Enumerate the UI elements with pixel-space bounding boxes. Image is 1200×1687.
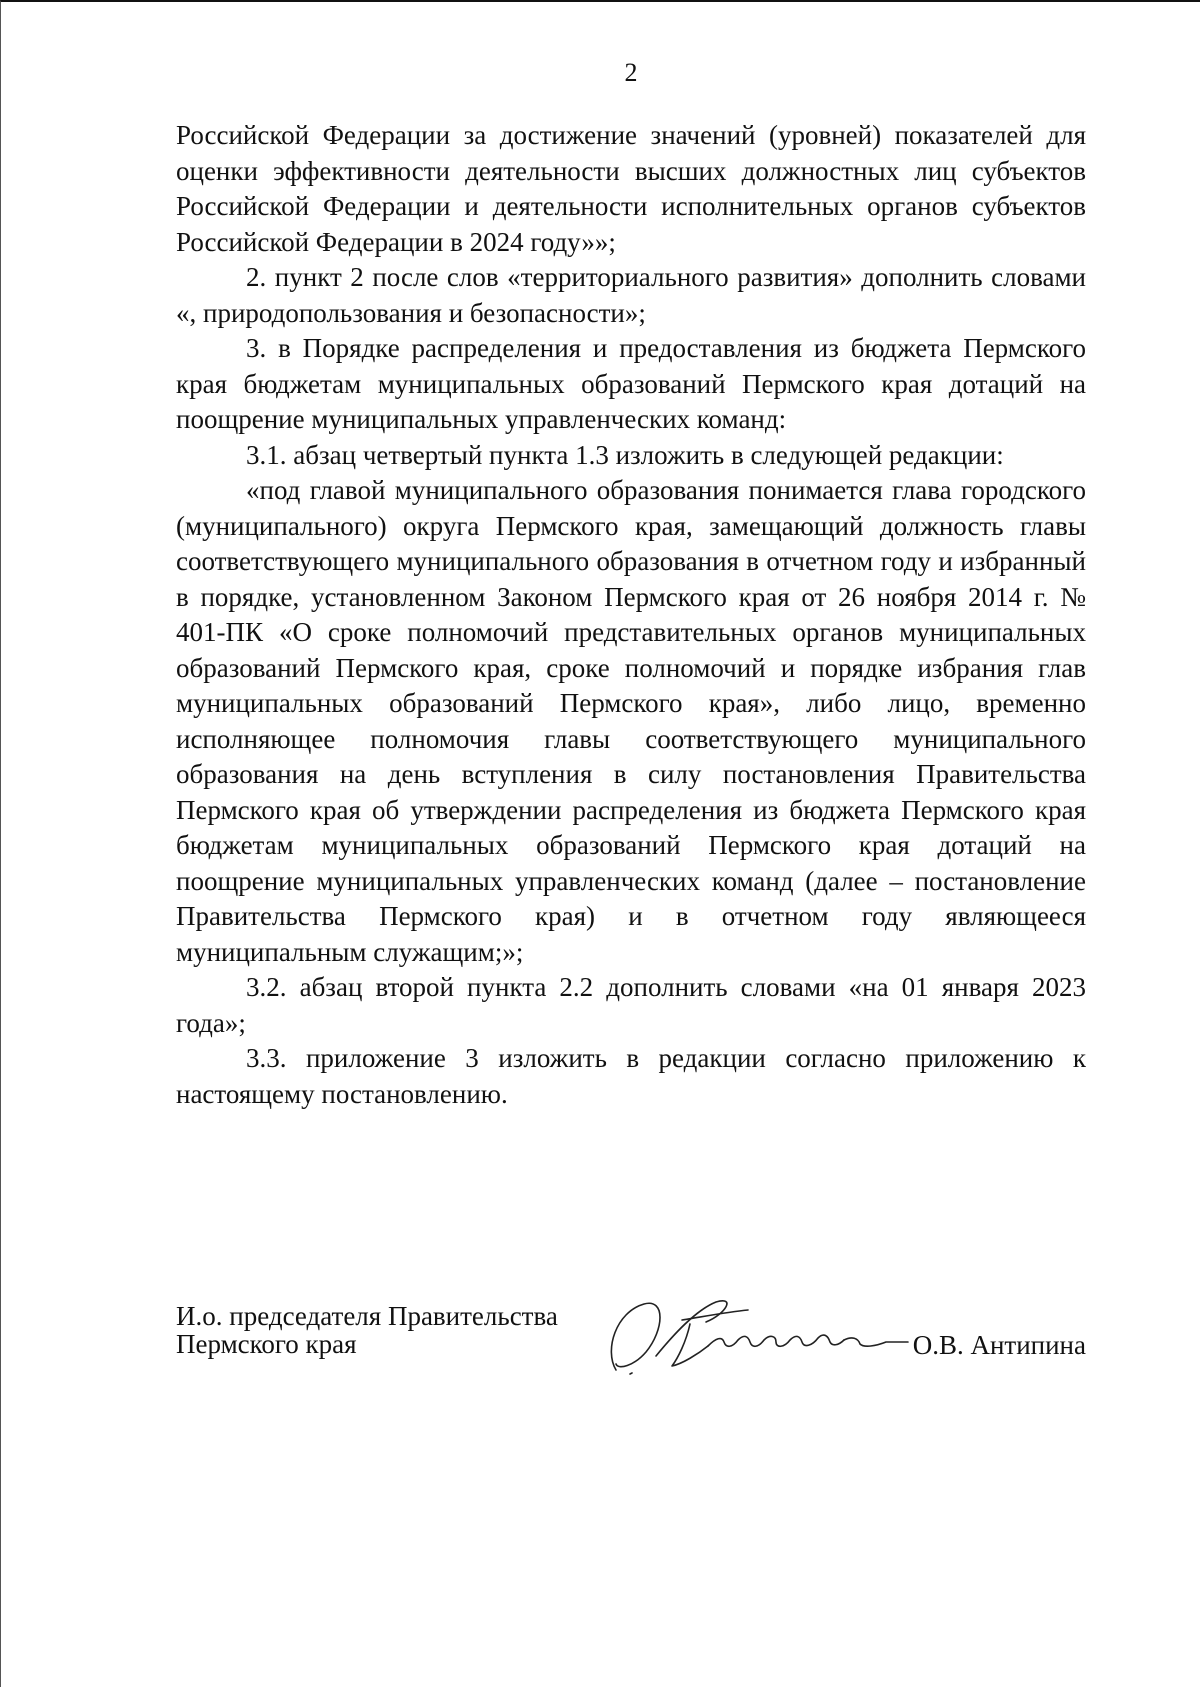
signatory-title [176, 1302, 558, 1358]
paragraph-5: «под главой муниципального образования понимается глава городского (муниципального) округа Пермского края, замещающий должность главы соответствующего муниципального образования в отчетном году и избранный в порядке, установленном Законом Пермского края от 26 ноября 2014 г. № 401-ПК «О сроке полномочий представительных органов муниципальных образований Пермского края, сроке полномочий и порядке избрания глав муниципальных образований Пермского края», либо лицо, временно исполняющее полномочия главы соответствующего муниципального образования на день вступления в силу постановления Правительства Пермского края об утверждении распределения из бюджета Пермского края бюджетам муниципальных образований Пермского края дотаций на поощрение муниципальных управленческих команд (далее – постановление Правительства Пермского края) и в отчетном году являющееся муниципальным служащим;»; [176, 475, 1086, 967]
page-number: 2 [624, 58, 638, 87]
document-body [176, 118, 1086, 1112]
paragraph-2: 2. пункт 2 после слов «территориального развития» дополнить словами «, природопользования и безопасности»; [176, 262, 1086, 328]
paragraph-7: 3.3. приложение 3 изложить в редакции согласно приложению к настоящему постановлению. [176, 1043, 1086, 1109]
paragraph-3: 3. в Порядке распределения и предоставления из бюджета Пермского края бюджетам муниципальных образований Пермского края дотаций на поощрение муниципальных управленческих команд: [176, 333, 1086, 434]
signatory-name: О.В. Антипина [912, 1330, 1086, 1360]
paragraph-1: Российской Федерации за достижение значений (уровней) показателей для оценки эффективности деятельности высших должностных лиц субъектов Российской Федерации и деятельности исполнительных органов субъектов Российской Федерации в 2024 году»»; [176, 120, 1086, 257]
signature-block [176, 1302, 1086, 1382]
paragraph-6: 3.2. абзац второй пункта 2.2 дополнить словами «на 01 января 2023 года»; [176, 972, 1086, 1038]
signatory-title-line-2: Пермского края [176, 1329, 357, 1359]
handwritten-signature [586, 1290, 916, 1380]
signatory-title-line-1: И.о. председателя Правительства [176, 1301, 558, 1331]
paragraph-4: 3.1. абзац четвертый пункта 1.3 изложить в следующей редакции: [246, 439, 1004, 470]
